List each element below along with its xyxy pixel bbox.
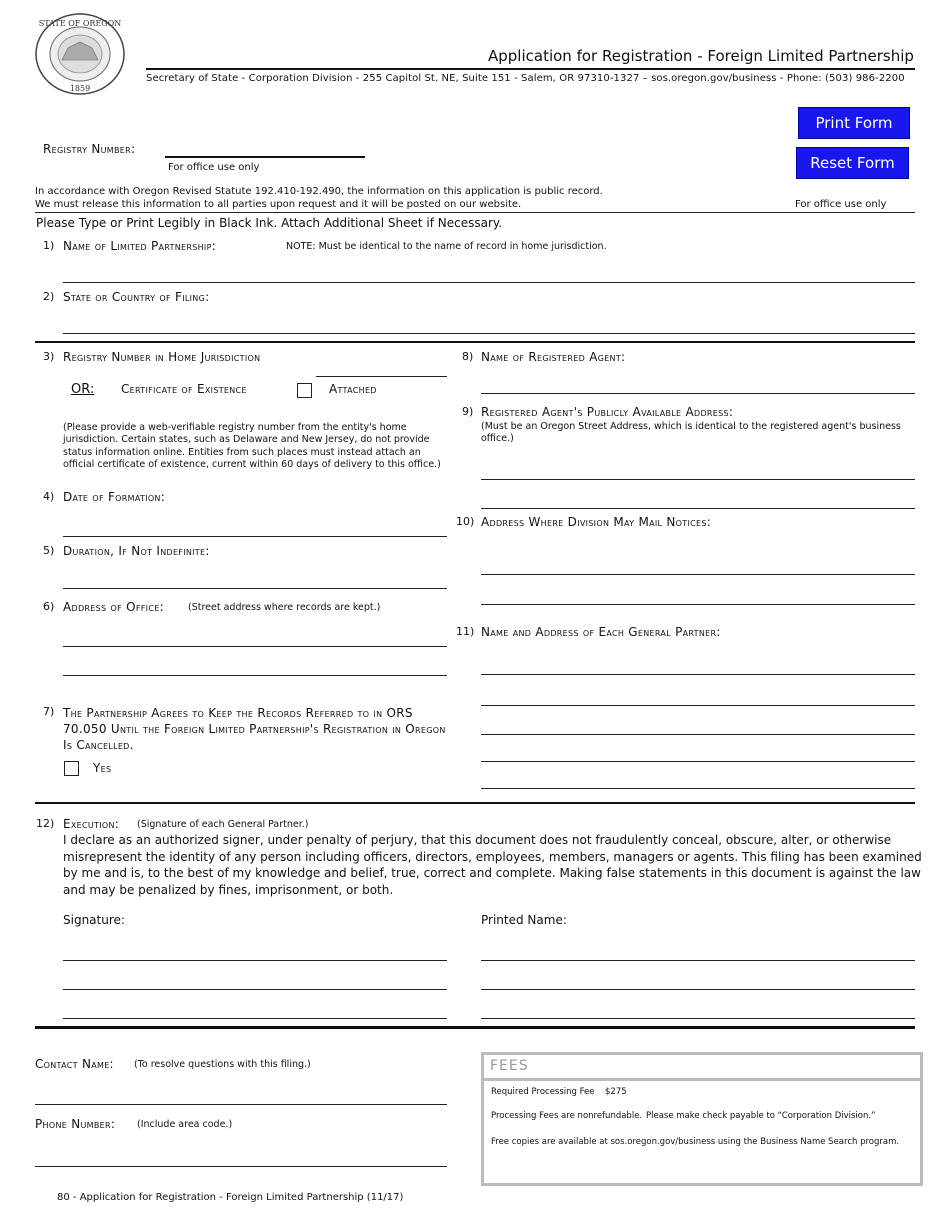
attached-checkbox[interactable] <box>297 383 312 398</box>
item-number: 6) <box>43 600 55 613</box>
fees-payable-note: Please make check payable to “Corporation Division.” <box>646 1111 876 1121</box>
signature-label: Signature: <box>63 913 125 927</box>
home-registry-number-label: Registry Number in Home Jurisdiction <box>63 350 261 364</box>
office-address-field-1[interactable] <box>63 646 447 647</box>
item-number: 8) <box>462 350 474 363</box>
state-country-label: State or Country of Filing: <box>63 290 210 304</box>
registered-agent-name-field[interactable] <box>481 393 915 394</box>
registered-agent-address-field-2[interactable] <box>481 508 915 509</box>
item-number: 3) <box>43 350 55 363</box>
phone-number-note: (Include area code.) <box>137 1119 233 1130</box>
header-subtitle: Secretary of State - Corporation Division - 255 Capitol St. NE, Suite 151 - Salem, OR 97310-1327 – sos.oregon.gov/business - Phone: (503) 986-2200 <box>146 73 905 84</box>
print-form-button[interactable]: Print Form <box>798 107 910 139</box>
registered-agent-address-note: (Must be an Oregon Street Address, which is identical to the registered agent's business office.) <box>481 421 901 444</box>
date-of-formation-field[interactable] <box>63 536 447 537</box>
limited-partnership-name-field[interactable] <box>63 282 915 283</box>
phone-number-field[interactable] <box>35 1166 447 1167</box>
contact-name-field[interactable] <box>35 1104 447 1105</box>
yes-label: Yes <box>93 761 112 775</box>
office-address-note: (Street address where records are kept.) <box>188 602 381 613</box>
duration-label: Duration, If Not Indefinite: <box>63 544 210 558</box>
fees-nonrefundable: Processing Fees are nonrefundable. <box>491 1111 643 1121</box>
item-number: 10) <box>456 515 475 528</box>
registered-agent-name-label: Name of Registered Agent: <box>481 350 626 364</box>
printed-name-field-2[interactable] <box>481 989 915 990</box>
svg-text:1859: 1859 <box>69 84 91 93</box>
duration-field[interactable] <box>63 588 447 589</box>
registry-number-field[interactable] <box>165 156 365 158</box>
general-partners-field-1[interactable] <box>481 674 915 675</box>
phone-number-label: Phone Number: <box>35 1117 116 1131</box>
general-partners-label: Name and Address of Each General Partner: <box>481 625 721 639</box>
registered-agent-address-field-1[interactable] <box>481 479 915 480</box>
name-note: NOTE: Must be identical to the name of record in home jurisdiction. <box>286 241 607 252</box>
contact-name-label: Contact Name: <box>35 1057 114 1071</box>
mail-notices-address-label: Address Where Division May Mail Notices: <box>481 515 712 529</box>
form-title: Application for Registration - Foreign Limited Partnership <box>488 47 914 65</box>
office-use-note: For office use only <box>795 199 887 210</box>
item-number: 5) <box>43 544 55 557</box>
general-partners-field-4[interactable] <box>481 761 915 762</box>
form-footer: 80 - Application for Registration - Foreign Limited Partnership (11/17) <box>57 1192 404 1203</box>
execution-declaration: I declare as an authorized signer, under penalty of perjury, that this document does not fraudulently conceal, obscure, alter, or otherwise misrepresent the identity of any person including officers, directors, employees, members, managers or agents. This filing has been examined by me and is, to the best of my knowledge and belief, true, correct and complete. Making false statements in this document is against the law and may be penalized by fines, imprisonment, or both. <box>63 833 922 897</box>
printed-name-field-3[interactable] <box>481 1018 915 1019</box>
general-partners-field-5[interactable] <box>481 788 915 789</box>
general-partners-field-3[interactable] <box>481 734 915 735</box>
fees-title: FEES <box>490 1058 529 1074</box>
item-number: 11) <box>456 625 475 638</box>
public-record-notice-1: In accordance with Oregon Revised Statute 192.410-192.490, the information on this application is public record. <box>35 186 603 197</box>
mail-notices-field-2[interactable] <box>481 604 915 605</box>
mail-notices-field-1[interactable] <box>481 574 915 575</box>
registry-instructions: (Please provide a web-verifiable registry number from the entity's home jurisdiction. Certain states, such as Delaware and New Jersey, do not provide status information online. Entities from such places must instead attach an official certificate of existence, current within 60 days of delivery to this office.) <box>63 422 441 470</box>
records-agreement-label: The Partnership Agrees to Keep the Records Referred to in ORS 70.050 Until the Foreign Limited Partnership's Registration in Oregon Is Cancelled. <box>63 706 446 752</box>
public-record-notice-2: We must release this information to all parties upon request and it will be posted on our website. <box>35 199 522 210</box>
office-address-label: Address of Office: <box>63 600 164 614</box>
printed-name-field-1[interactable] <box>481 960 915 961</box>
signature-field-2[interactable] <box>63 989 447 990</box>
registry-office-note: For office use only <box>168 162 260 173</box>
printed-name-label: Printed Name: <box>481 913 567 927</box>
instructions: Please Type or Print Legibly in Black Ink. Attach Additional Sheet if Necessary. <box>36 216 503 230</box>
execution-label: Execution: <box>63 817 120 831</box>
reset-form-button[interactable]: Reset Form <box>796 147 909 179</box>
registry-number-label: Registry Number: <box>43 142 136 156</box>
item-number: 9) <box>462 405 474 418</box>
attached-label: Attached <box>329 382 377 396</box>
or-label: OR: <box>71 382 95 397</box>
item-number: 1) <box>43 239 55 252</box>
item-number: 4) <box>43 490 55 503</box>
svg-text:STATE OF OREGON: STATE OF OREGON <box>38 19 122 28</box>
certificate-of-existence-label: Certificate of Existence <box>121 382 247 396</box>
state-country-field[interactable] <box>63 333 915 334</box>
oregon-state-seal <box>34 12 126 96</box>
item-number: 7) <box>43 705 55 718</box>
general-partners-field-2[interactable] <box>481 705 915 706</box>
fees-box <box>481 1052 923 1186</box>
execution-note: (Signature of each General Partner.) <box>137 819 309 830</box>
signature-field-1[interactable] <box>63 960 447 961</box>
signature-field-3[interactable] <box>63 1018 447 1019</box>
office-address-field-2[interactable] <box>63 675 447 676</box>
item-number: 2) <box>43 290 55 303</box>
registered-agent-address-label: Registered Agent's Publicly Available Address: <box>481 405 734 419</box>
fees-free-copies: Free copies are available at sos.oregon.gov/business using the Business Name Search program. <box>491 1137 900 1147</box>
date-of-formation-label: Date of Formation: <box>63 490 166 504</box>
fee-label: Required Processing Fee <box>491 1087 595 1097</box>
yes-checkbox[interactable] <box>64 761 79 776</box>
limited-partnership-name-label: Name of Limited Partnership: <box>63 239 217 253</box>
home-registry-number-field[interactable] <box>316 376 447 377</box>
contact-name-note: (To resolve questions with this filing.) <box>134 1059 311 1070</box>
item-number: 12) <box>36 817 55 830</box>
fee-amount: $275 <box>605 1087 627 1097</box>
